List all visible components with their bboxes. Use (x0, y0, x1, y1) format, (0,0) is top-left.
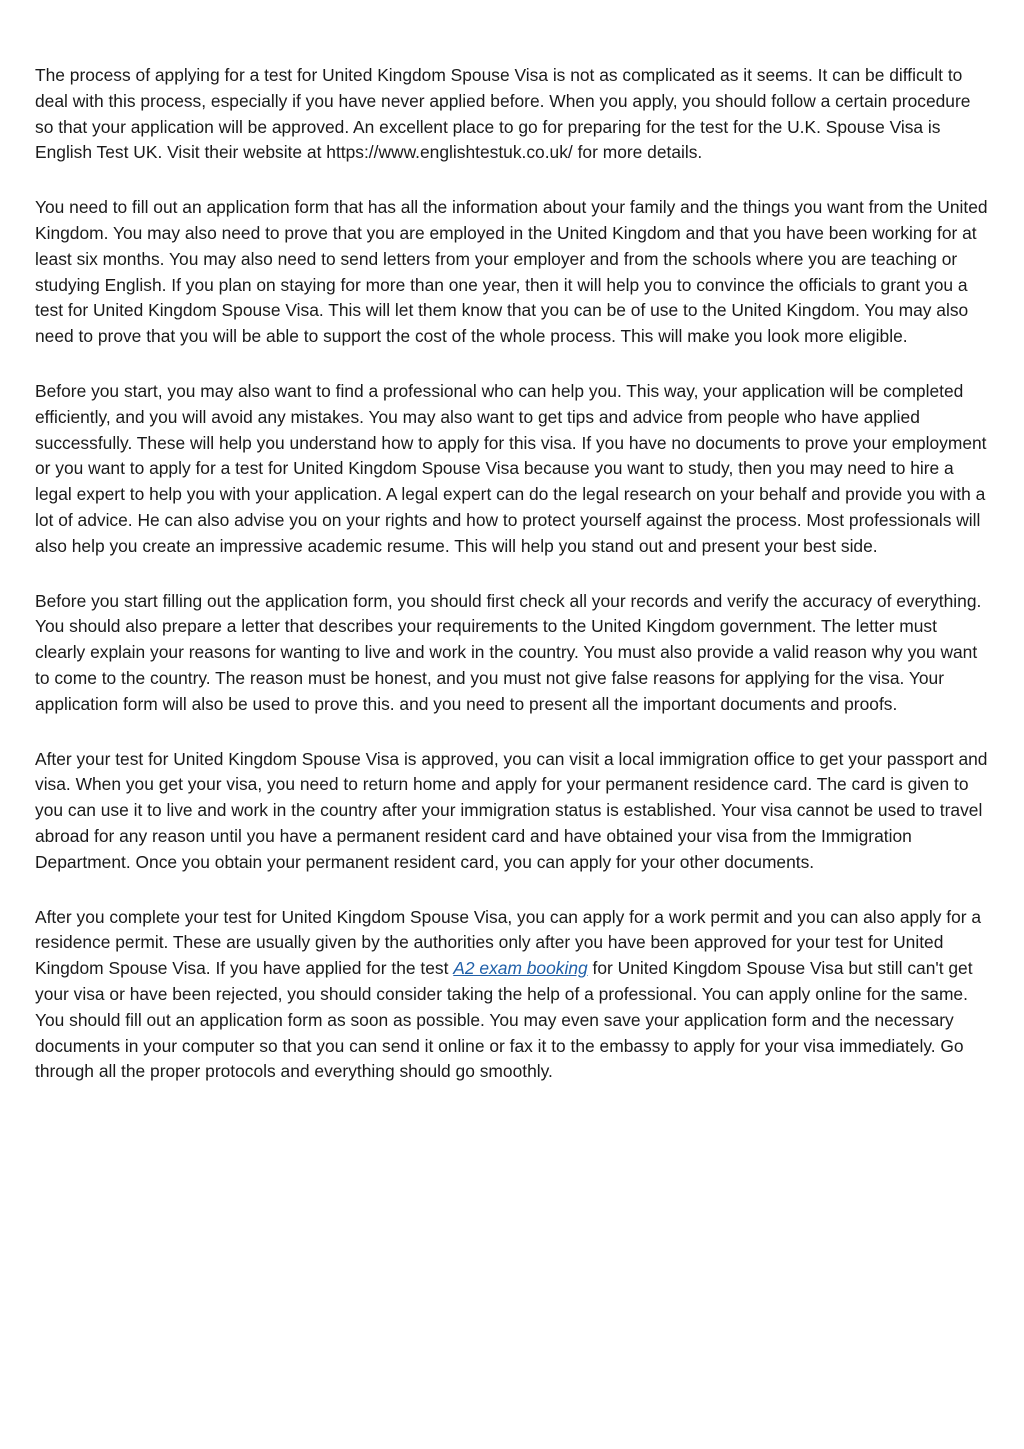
paragraph-2: You need to fill out an application form that has all the information about your family and the things you want from the United Kingdom. You may also need to prove that you are employed in the United Kingdom and that you have been working for at least six months. You may also need to send letters from your employer and from the schools where you are teaching or studying English. If you plan on staying for more than one year, then it will help you to convince the officials to grant you a test for United Kingdom Spouse Visa. This will let them know that you can be of use to the United Kingdom. You may also need to prove that you will be able to support the cost of the whole process. This will make you look more eligible. (35, 197, 988, 347)
a2-exam-booking-link[interactable]: A2 exam booking (453, 958, 588, 979)
paragraph-5: After your test for United Kingdom Spouse Visa is approved, you can visit a local immigration office to get your passport and visa. When you get your visa, you need to return home and apply for your permanent residence card. The card is given to you can use it to live and work in the country after your immigration status is established. Your visa cannot be used to travel abroad for any reason until you have a permanent resident card and have obtained your visa from the Immigration Department. Once you obtain your permanent resident card, you can apply for your other documents. (35, 748, 988, 872)
paragraph-4: Before you start filling out the application form, you should first check all your records and verify the accuracy of everything. You should also prepare a letter that describes your requirements to the United Kingdom government. The letter must clearly explain your reasons for wanting to live and work in the country. You must also provide a valid reason why you want to come to the country. The reason must be honest, and you must not give false reasons for applying for the visa. Your application form will also be used to prove this. and you need to present all the important documents and proofs. (35, 590, 982, 714)
paragraph-6 (35, 905, 991, 1086)
paragraph-1: The process of applying for a test for United Kingdom Spouse Visa is not as complicated as it seems. It can be difficult to deal with this process, especially if you have never applied before. When you apply, you should follow a certain procedure so that your application will be approved. An excellent place to go for preparing for the test for the U.K. Spouse Visa is English Test UK. Visit their website at https://www.englishtestuk.co.uk/ for more details. (35, 65, 971, 163)
paragraph-6-text-before-link: After you complete your test for United Kingdom Spouse Visa, you can apply for a work permit and you can also apply for a residence permit. These are usually given by the authorities only after you have been approved for your test for United Kingdom Spouse Visa. If you have applied for the test (35, 906, 982, 979)
document-body (35, 63, 991, 1114)
paragraph-6-text-after-link: for United Kingdom Spouse Visa but still can't get your visa or have been rejected, you should consider taking the help of a professional. You can apply online for the same. You should fill out an application form as soon as possible. You may even save your application form and the necessary documents in your computer so that you can send it online or fax it to the embassy to apply for your visa immediately. Go through all the proper protocols and everything should go smoothly. (35, 958, 973, 1082)
paragraph-3: Before you start, you may also want to find a professional who can help you. This way, your application will be completed efficiently, and you will avoid any mistakes. You may also want to get tips and advice from people who have applied successfully. These will help you understand how to apply for this visa. If you have no documents to prove your employment or you want to apply for a test for United Kingdom Spouse Visa because you want to study, then you may need to hire a legal expert to help you with your application. A legal expert can do the legal research on your behalf and provide you with a lot of advice. He can also advise you on your rights and how to protect yourself against the process. Most professionals will also help you create an impressive academic resume. This will help you stand out and present your best side. (35, 380, 987, 556)
